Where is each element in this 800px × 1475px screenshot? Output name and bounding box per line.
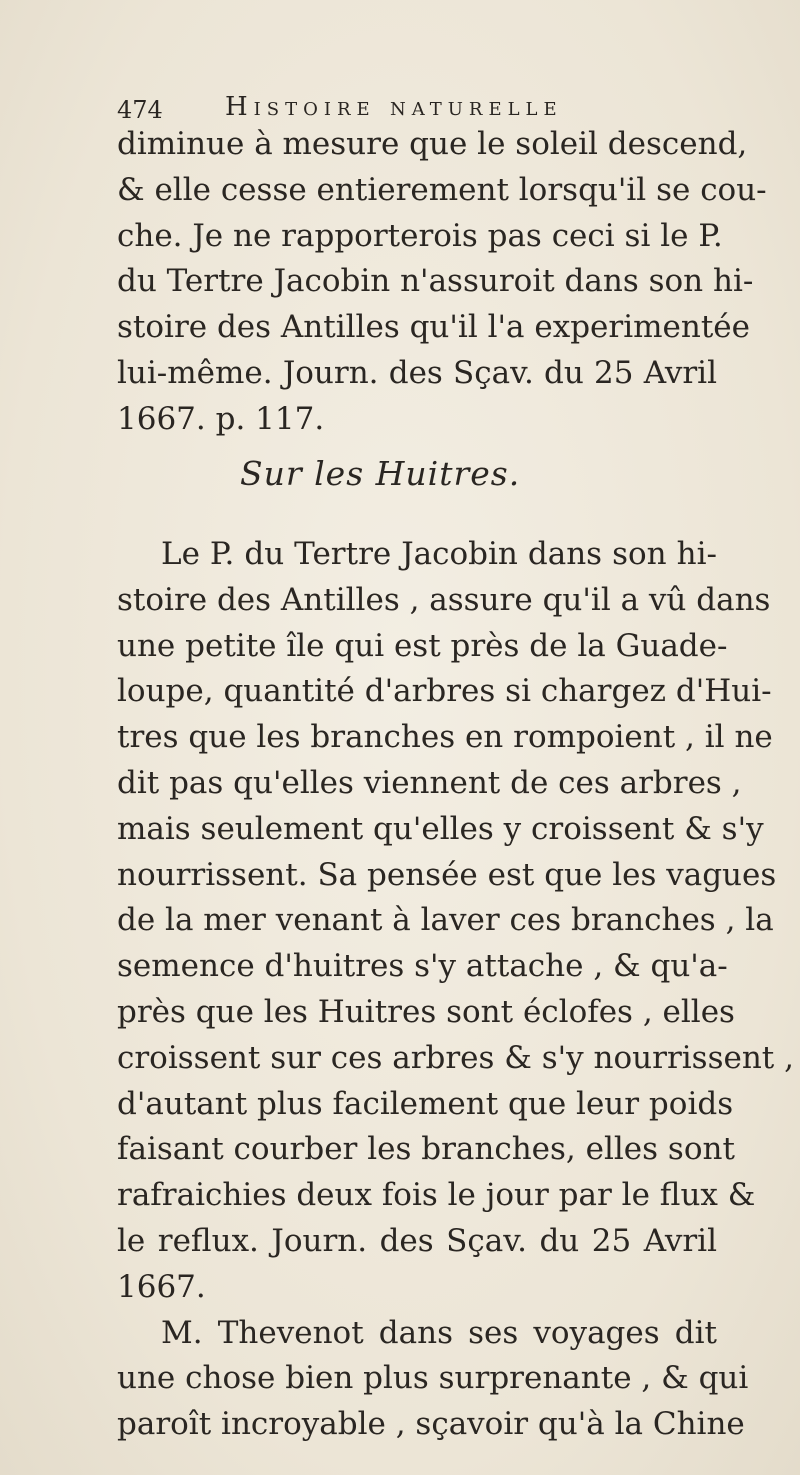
text-line: de la mer venant à laver ces branches , la bbox=[117, 902, 774, 939]
text-line: une petite île qui est près de la Guade- bbox=[117, 627, 728, 664]
text-line: & elle cesse entierement lorsqu'il se cou- bbox=[117, 171, 767, 208]
paragraph-huitres bbox=[117, 532, 794, 1448]
text-line: loupe, quantité d'arbres si chargez d'Hui- bbox=[117, 673, 772, 710]
text-line: du Tertre Jacobin n'assuroit dans son hi- bbox=[117, 263, 754, 300]
text-line: 1667. bbox=[117, 1268, 206, 1305]
text-line: 1667. p. 117. bbox=[117, 400, 325, 437]
text-line: semence d'huitres s'y attache , & qu'a- bbox=[117, 948, 728, 985]
text-line: d'autant plus facilement que leur poids bbox=[117, 1085, 734, 1122]
text-line: tres que les branches en rompoient , il ne bbox=[117, 719, 773, 756]
text-line: nourrissent. Sa pensée est que les vagues bbox=[117, 856, 777, 893]
text-line: le reflux. Journ. des Sçav. du 25 Avril bbox=[117, 1222, 717, 1259]
text-line: croissent sur ces arbres & s'y nourrissent , bbox=[117, 1039, 794, 1076]
text-line: stoire des Antilles , assure qu'il a vû dans bbox=[117, 581, 771, 618]
text-line: stoire des Antilles qu'il l'a experimentée bbox=[117, 309, 750, 346]
text-line: diminue à mesure que le soleil descend, bbox=[117, 126, 748, 162]
text-line: près que les Huitres sont éclofes , elles bbox=[117, 993, 735, 1030]
paragraph-soleil bbox=[117, 122, 767, 443]
text-line: dit pas qu'elles viennent de ces arbres , bbox=[117, 764, 742, 801]
page-number: 474 bbox=[117, 96, 163, 124]
section-heading: Sur les Huitres. bbox=[240, 454, 521, 493]
text-line: une chose bien plus surprenante , & qui bbox=[117, 1360, 749, 1397]
text-line: faisant courber les branches, elles sont bbox=[117, 1131, 735, 1168]
text-line: Le P. du Tertre Jacobin dans son hi- bbox=[161, 536, 717, 572]
running-title: Histoire naturelle bbox=[225, 92, 563, 122]
text-line: paroît incroyable , sçavoir qu'à la Chine bbox=[117, 1406, 745, 1443]
text-line: mais seulement qu'elles y croissent & s'y bbox=[117, 810, 764, 847]
text-line: lui-même. Journ. des Sçav. du 25 Avril bbox=[117, 354, 717, 391]
text-line: rafraichies deux fois le jour par le flux & bbox=[117, 1177, 756, 1214]
text-line: che. Je ne rapporterois pas ceci si le P. bbox=[117, 217, 723, 254]
text-line: M. Thevenot dans ses voyages dit bbox=[161, 1314, 717, 1351]
